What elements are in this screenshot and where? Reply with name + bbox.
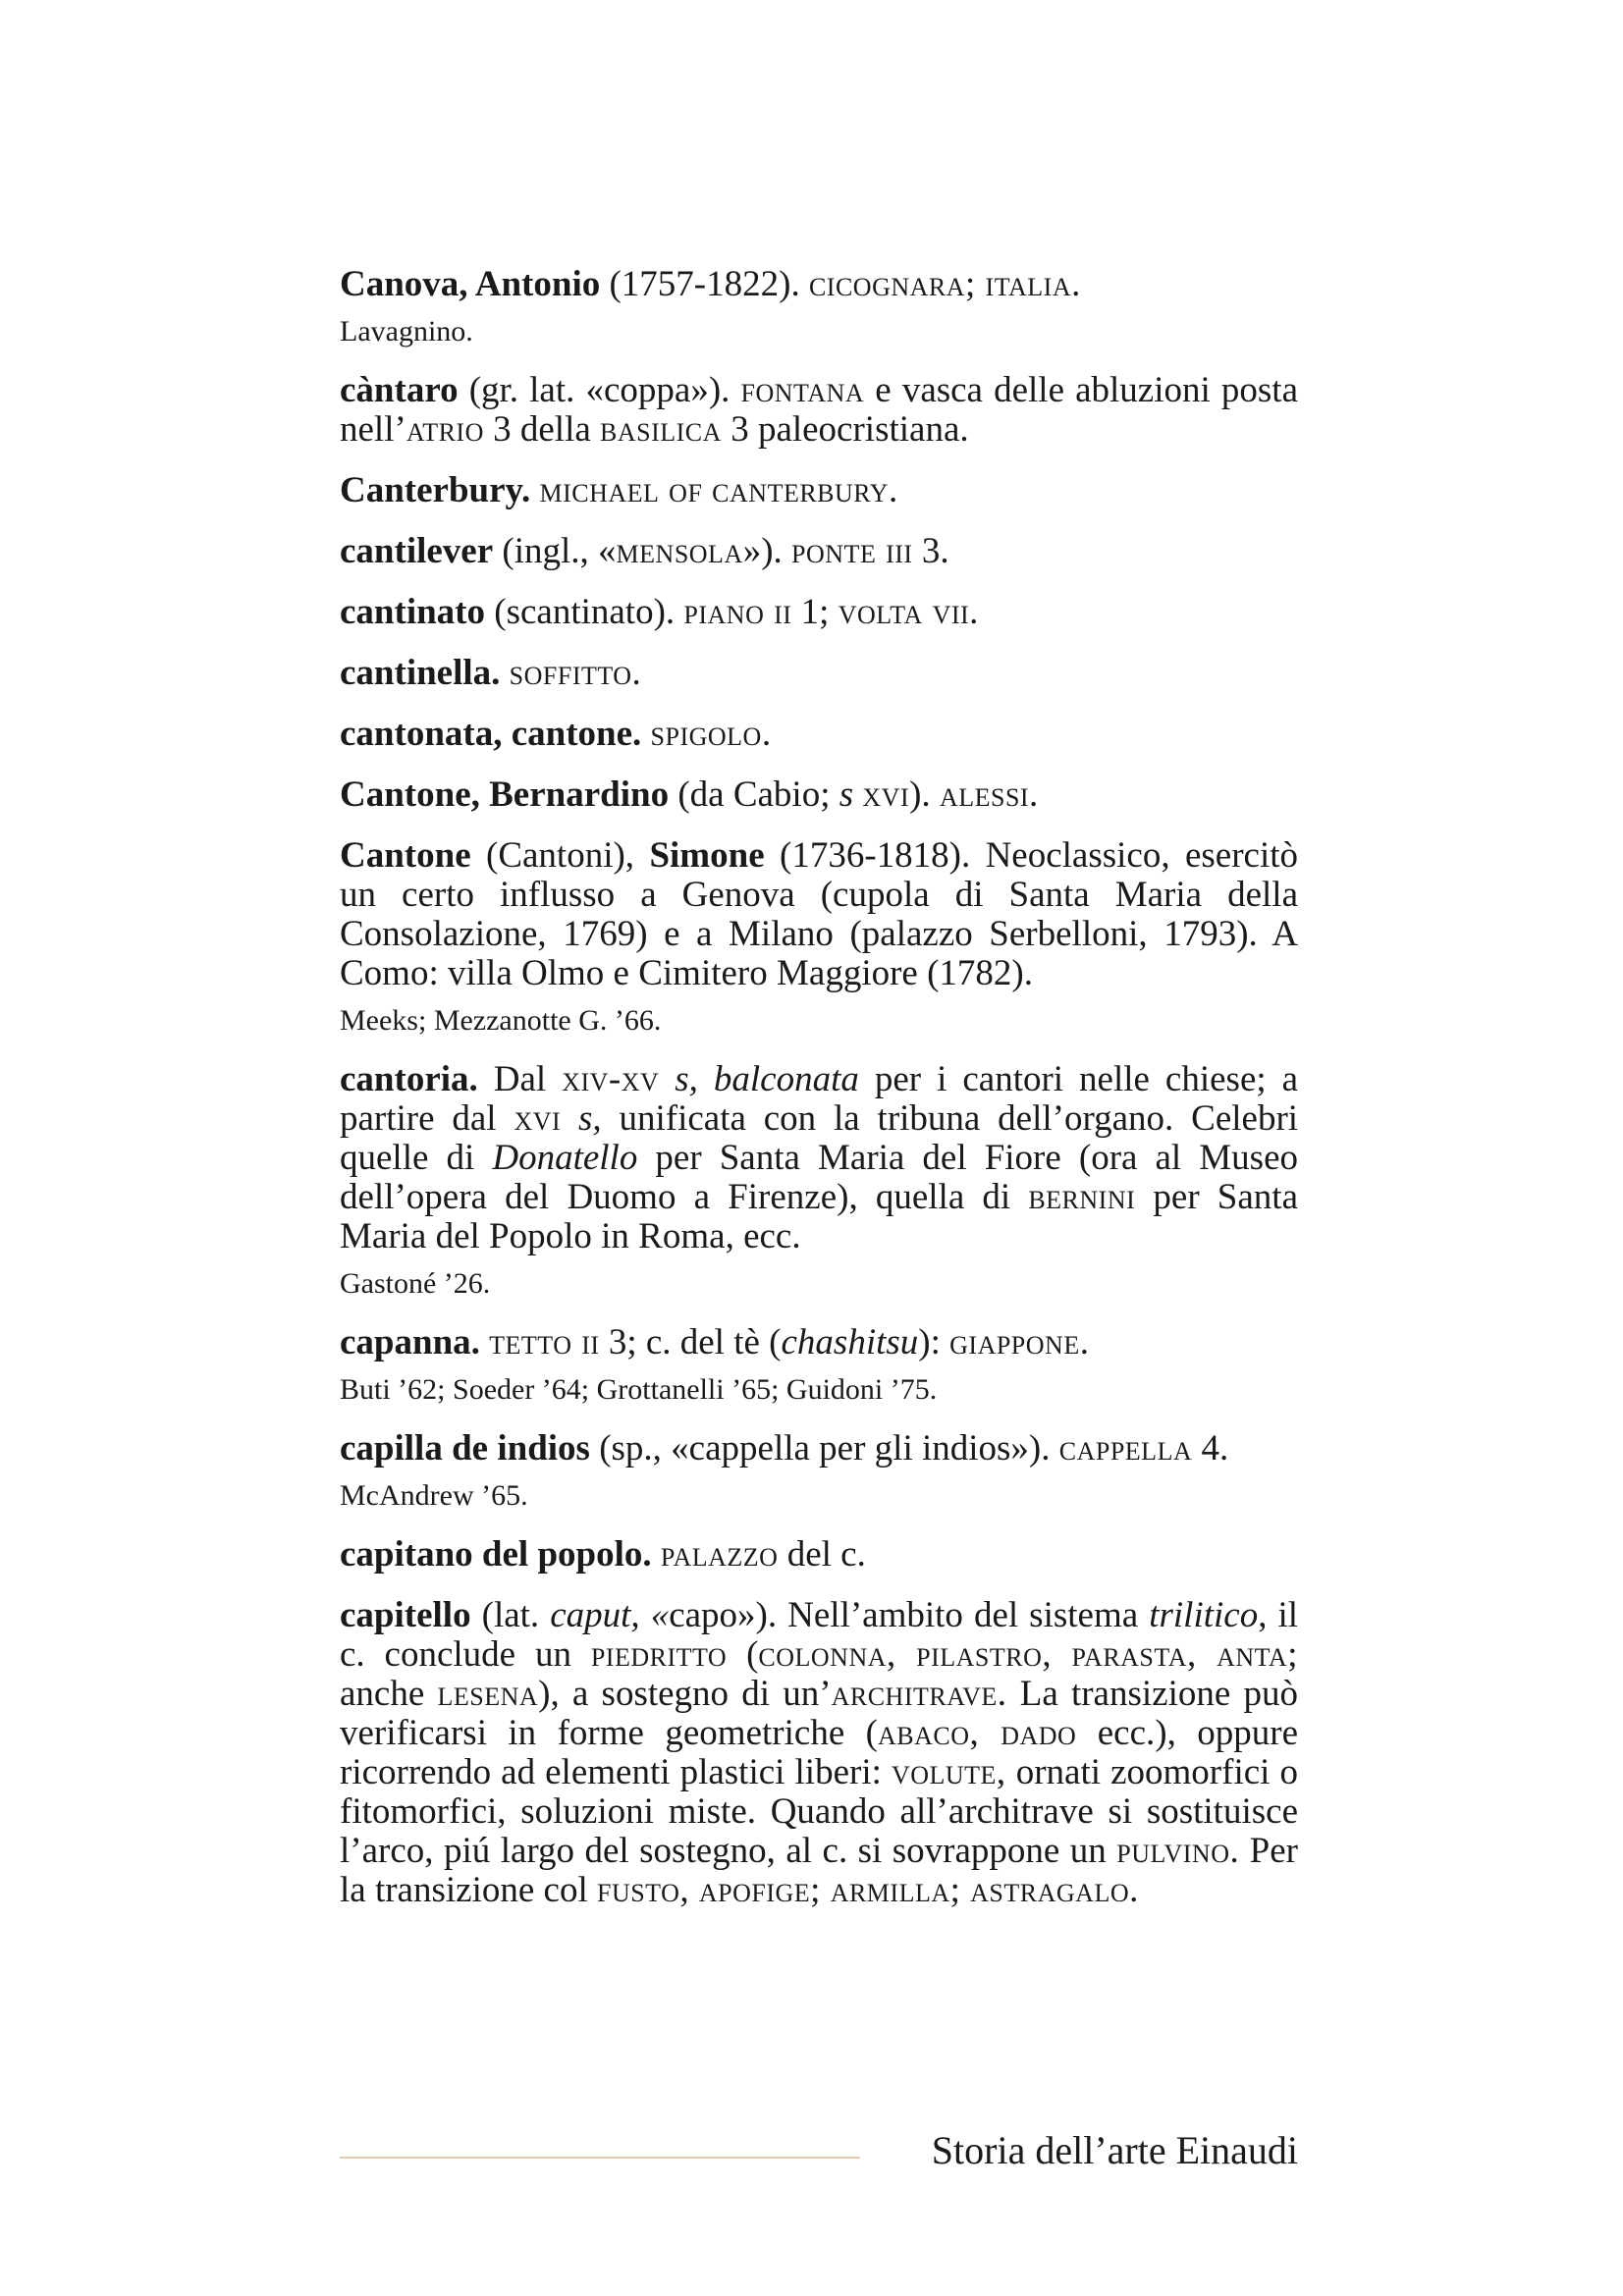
entry-cantone-simone: Cantone (Cantoni), Simone (1736-1818). Neoclassico, esercitò un certo influsso a Genova (cupola di Santa Maria della Consolazione, 1769) e a Milano (palazzo Serbelloni, 1793). A Como: villa Olmo e Cimitero Maggiore (1782). xyxy=(340,835,1299,993)
entry-cantaro: càntaro (gr. lat. «coppa»). fontana e vasca delle abluzioni posta nell’atrio 3 della basilica 3 paleocristiana. xyxy=(340,370,1298,450)
cross-reference: abaco, dado xyxy=(878,1713,1077,1753)
cross-reference: ponte iii xyxy=(791,531,913,571)
headword: capanna. xyxy=(340,1322,480,1362)
cross-reference: volute, xyxy=(891,1752,1006,1792)
cross-reference: alessi. xyxy=(939,774,1039,815)
cross-reference: lesena xyxy=(437,1674,539,1714)
cross-reference: pulvino. xyxy=(1116,1831,1240,1871)
cross-reference: piedritto xyxy=(590,1634,728,1675)
cross-reference: cicognara; italia. xyxy=(808,264,1081,304)
headword: Cantone, Bernardino xyxy=(340,774,670,815)
entry-capanna: capanna. tetto ii 3; c. del tè (chashitsu): giappone. xyxy=(340,1322,1090,1362)
cross-reference: architrave. xyxy=(831,1674,1007,1714)
entry-capitello: capitello (lat. caput, «capo»). Nell’ambito del sistema trilitico, il c. conclude un piedritto (colonna, pilastro, parasta, anta; anche lesena), a sostegno di un’architrave. La transizione può verificarsi in forme geometriche (abaco, dado ecc.), oppure ricorrendo ad elementi plastici liberi: volute, ornati zoomorfici o fitomorfici, soluzioni miste. Quando all’architrave si sostituisce l’arco, piú largo del sostegno, al c. si sovrappone un pulvino. Per la transizione col fusto, apofige; armilla; astragalo. xyxy=(340,1595,1299,1910)
cross-reference: soffitto. xyxy=(509,653,642,693)
bibliography: McAndrew ’65. xyxy=(340,1479,528,1512)
headword: càntaro xyxy=(340,370,459,410)
cross-reference: spigolo. xyxy=(650,714,772,754)
entry-capitano-del-popolo: capitano del popolo. palazzo del c. xyxy=(340,1534,866,1575)
cross-reference: fontana xyxy=(740,370,865,410)
bibliography: Meeks; Mezzanotte G. ’66. xyxy=(340,1004,662,1037)
cross-reference: giappone. xyxy=(949,1322,1090,1362)
entry-cantilever: cantilever (ingl., «mensola»). ponte iii 3. xyxy=(340,531,949,571)
cross-reference: basilica xyxy=(600,409,722,450)
entry-cantinella xyxy=(340,654,1298,693)
cross-reference: colonna, pilastro, parasta, anta; xyxy=(758,1634,1298,1675)
entry-capilla-de-indios: capilla de indios (sp., «cappella per gli indios»). cappella 4. xyxy=(340,1428,1229,1468)
headword: Canterbury. xyxy=(340,470,531,510)
cross-reference: bernini xyxy=(1028,1177,1136,1217)
footer-rule xyxy=(340,2157,860,2159)
cross-reference: cappella xyxy=(1058,1428,1193,1468)
entry-cantonata xyxy=(340,715,1298,754)
cross-reference: tetto ii xyxy=(489,1322,600,1362)
headword: capitano del popolo. xyxy=(340,1534,652,1575)
dictionary-column xyxy=(340,265,1298,1932)
cross-reference: fusto, apofige; armilla; astragalo. xyxy=(596,1870,1139,1910)
headword: cantinato xyxy=(340,592,485,632)
headword: cantinella. xyxy=(340,653,501,693)
cross-reference: volta vii. xyxy=(838,592,979,632)
bibliography: Buti ’62; Soeder ’64; Grottanelli ’65; Guidoni ’75. xyxy=(340,1373,938,1406)
bibliography: Lavagnino. xyxy=(340,315,473,347)
cross-reference: piano ii xyxy=(683,592,792,632)
headword: capitello xyxy=(340,1595,471,1635)
cross-reference: palazzo xyxy=(660,1534,779,1575)
entry-cantinato: cantinato (scantinato). piano ii 1; volta vii. xyxy=(340,592,979,632)
entry-cantone-bernardino: Cantone, Bernardino (da Cabio; s xvi). alessi. xyxy=(340,774,1039,815)
entry-cantoria: cantoria. Dal xiv-xv s, balconata per i cantori nelle chiese; a partire dal xvi s, unificata con la tribuna dell’organo. Celebri quelle di Donatello per Santa Maria del Fiore (ora al Museo dell’opera del Duomo a Firenze), quella di bernini per Santa Maria del Popolo in Roma, ecc. xyxy=(340,1059,1299,1256)
headword: Simone xyxy=(649,835,765,876)
footer-title: Storia dell’arte Einaudi xyxy=(931,2128,1298,2172)
entry-canterbury xyxy=(340,471,1298,510)
entry-canova: Canova, Antonio (1757-1822). cicognara; italia. xyxy=(340,264,1081,304)
page-footer xyxy=(340,2115,1298,2174)
headword: capilla de indios xyxy=(340,1428,590,1468)
bibliography: Gastoné ’26. xyxy=(340,1267,491,1300)
cross-reference: atrio xyxy=(406,409,484,450)
headword: cantonata, cantone. xyxy=(340,714,642,754)
headword: cantilever xyxy=(340,531,494,571)
headword: Canova, Antonio xyxy=(340,264,601,304)
headword: Cantone xyxy=(340,835,471,876)
headword: cantoria. xyxy=(340,1059,478,1099)
cross-reference: michael of canterbury. xyxy=(539,470,898,510)
